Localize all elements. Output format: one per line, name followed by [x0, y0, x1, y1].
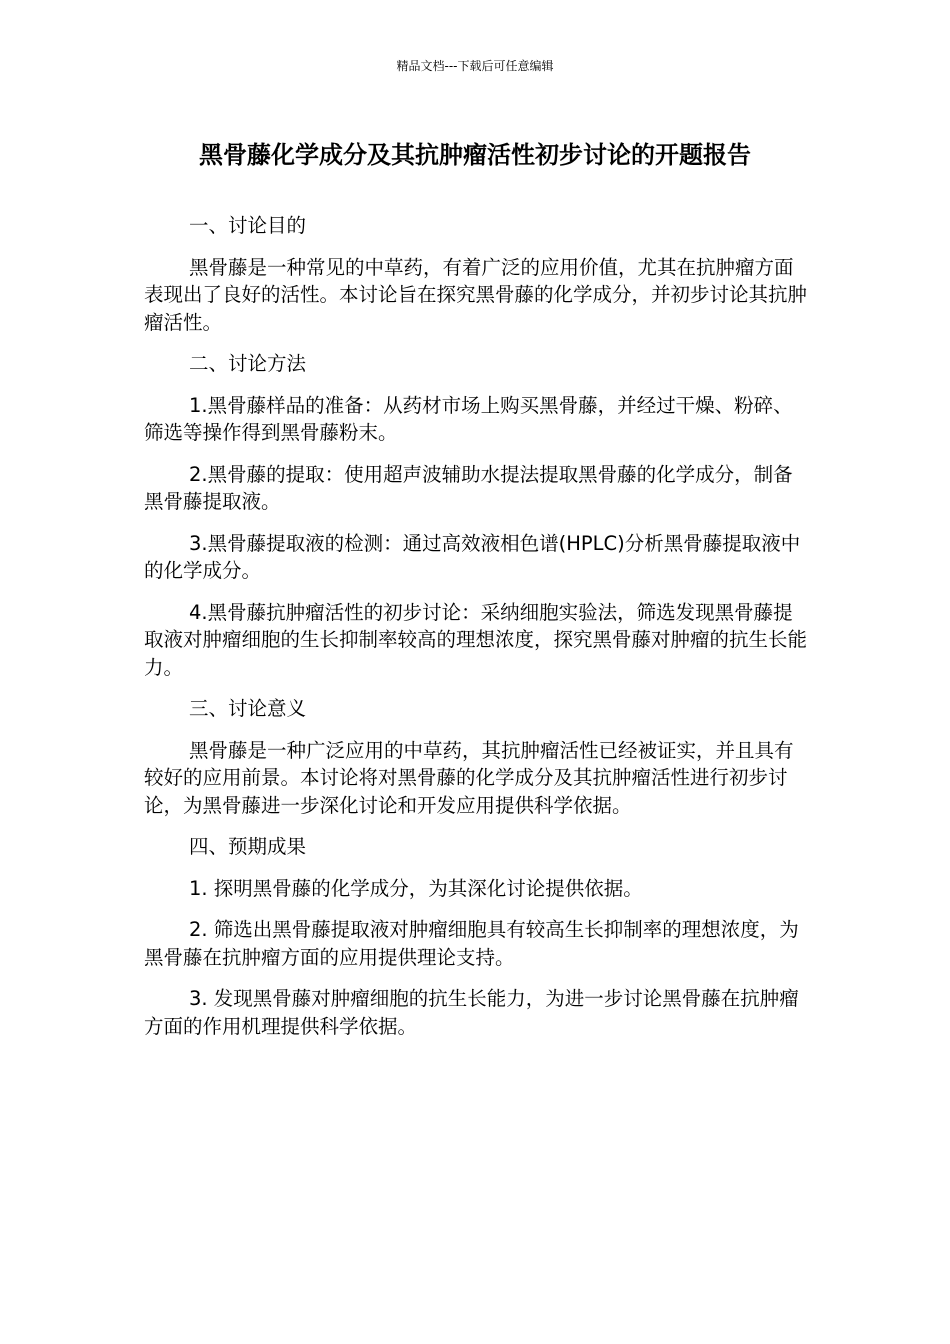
section-heading-results: 四、预期成果	[189, 835, 307, 858]
section-heading-method: 二、讨论方法	[189, 352, 307, 375]
paragraph-results-2: 2. 筛选出黑骨藤提取液对肿瘤细胞具有较高生长抑制率的理想浓度，为黑骨藤在抗肿瘤方面的应用提供理论支持。	[144, 918, 799, 969]
paragraph-results-1: 1. 探明黑骨藤的化学成分，为其深化讨论提供依据。	[189, 876, 643, 900]
paragraph-method-2: 2.黑骨藤的提取：使用超声波辅助水提法提取黑骨藤的化学成分，制备黑骨藤提取液。	[144, 462, 793, 513]
document-title: 黑骨藤化学成分及其抗肿瘤活性初步讨论的开题报告	[199, 141, 751, 169]
paragraph-method-1: 1.黑骨藤样品的准备：从药材市场上购买黑骨藤，并经过干燥、粉碎、筛选等操作得到黑骨藤粉末。	[144, 393, 793, 444]
paragraph-significance: 黑骨藤是一种广泛应用的中草药，其抗肿瘤活性已经被证实，并且具有较好的应用前景。本讨论将对黑骨藤的化学成分及其抗肿瘤活性进行初步讨论，为黑骨藤进一步深化讨论和开发应用提供科学依据。	[144, 738, 794, 817]
section-heading-purpose: 一、讨论目的	[189, 214, 307, 237]
document-body	[144, 212, 808, 1054]
paragraph-purpose: 黑骨藤是一种常见的中草药，有着广泛的应用价值，尤其在抗肿瘤方面表现出了良好的活性。本讨论旨在探究黑骨藤的化学成分，并初步讨论其抗肿瘤活性。	[144, 255, 808, 334]
paragraph-method-4: 4.黑骨藤抗肿瘤活性的初步讨论：采纳细胞实验法，筛选发现黑骨藤提取液对肿瘤细胞的生长抑制率较高的理想浓度，探究黑骨藤对肿瘤的抗生长能力。	[144, 600, 808, 679]
section-heading-significance: 三、讨论意义	[189, 697, 307, 720]
paragraph-method-3: 3.黑骨藤提取液的检测：通过高效液相色谱(HPLC)分析黑骨藤提取液中的化学成分。	[144, 531, 801, 582]
paragraph-results-3: 3. 发现黑骨藤对肿瘤细胞的抗生长能力，为进一步讨论黑骨藤在抗肿瘤方面的作用机理提供科学依据。	[144, 987, 799, 1038]
header-note: 精品文档---下载后可任意编辑	[396, 59, 554, 73]
